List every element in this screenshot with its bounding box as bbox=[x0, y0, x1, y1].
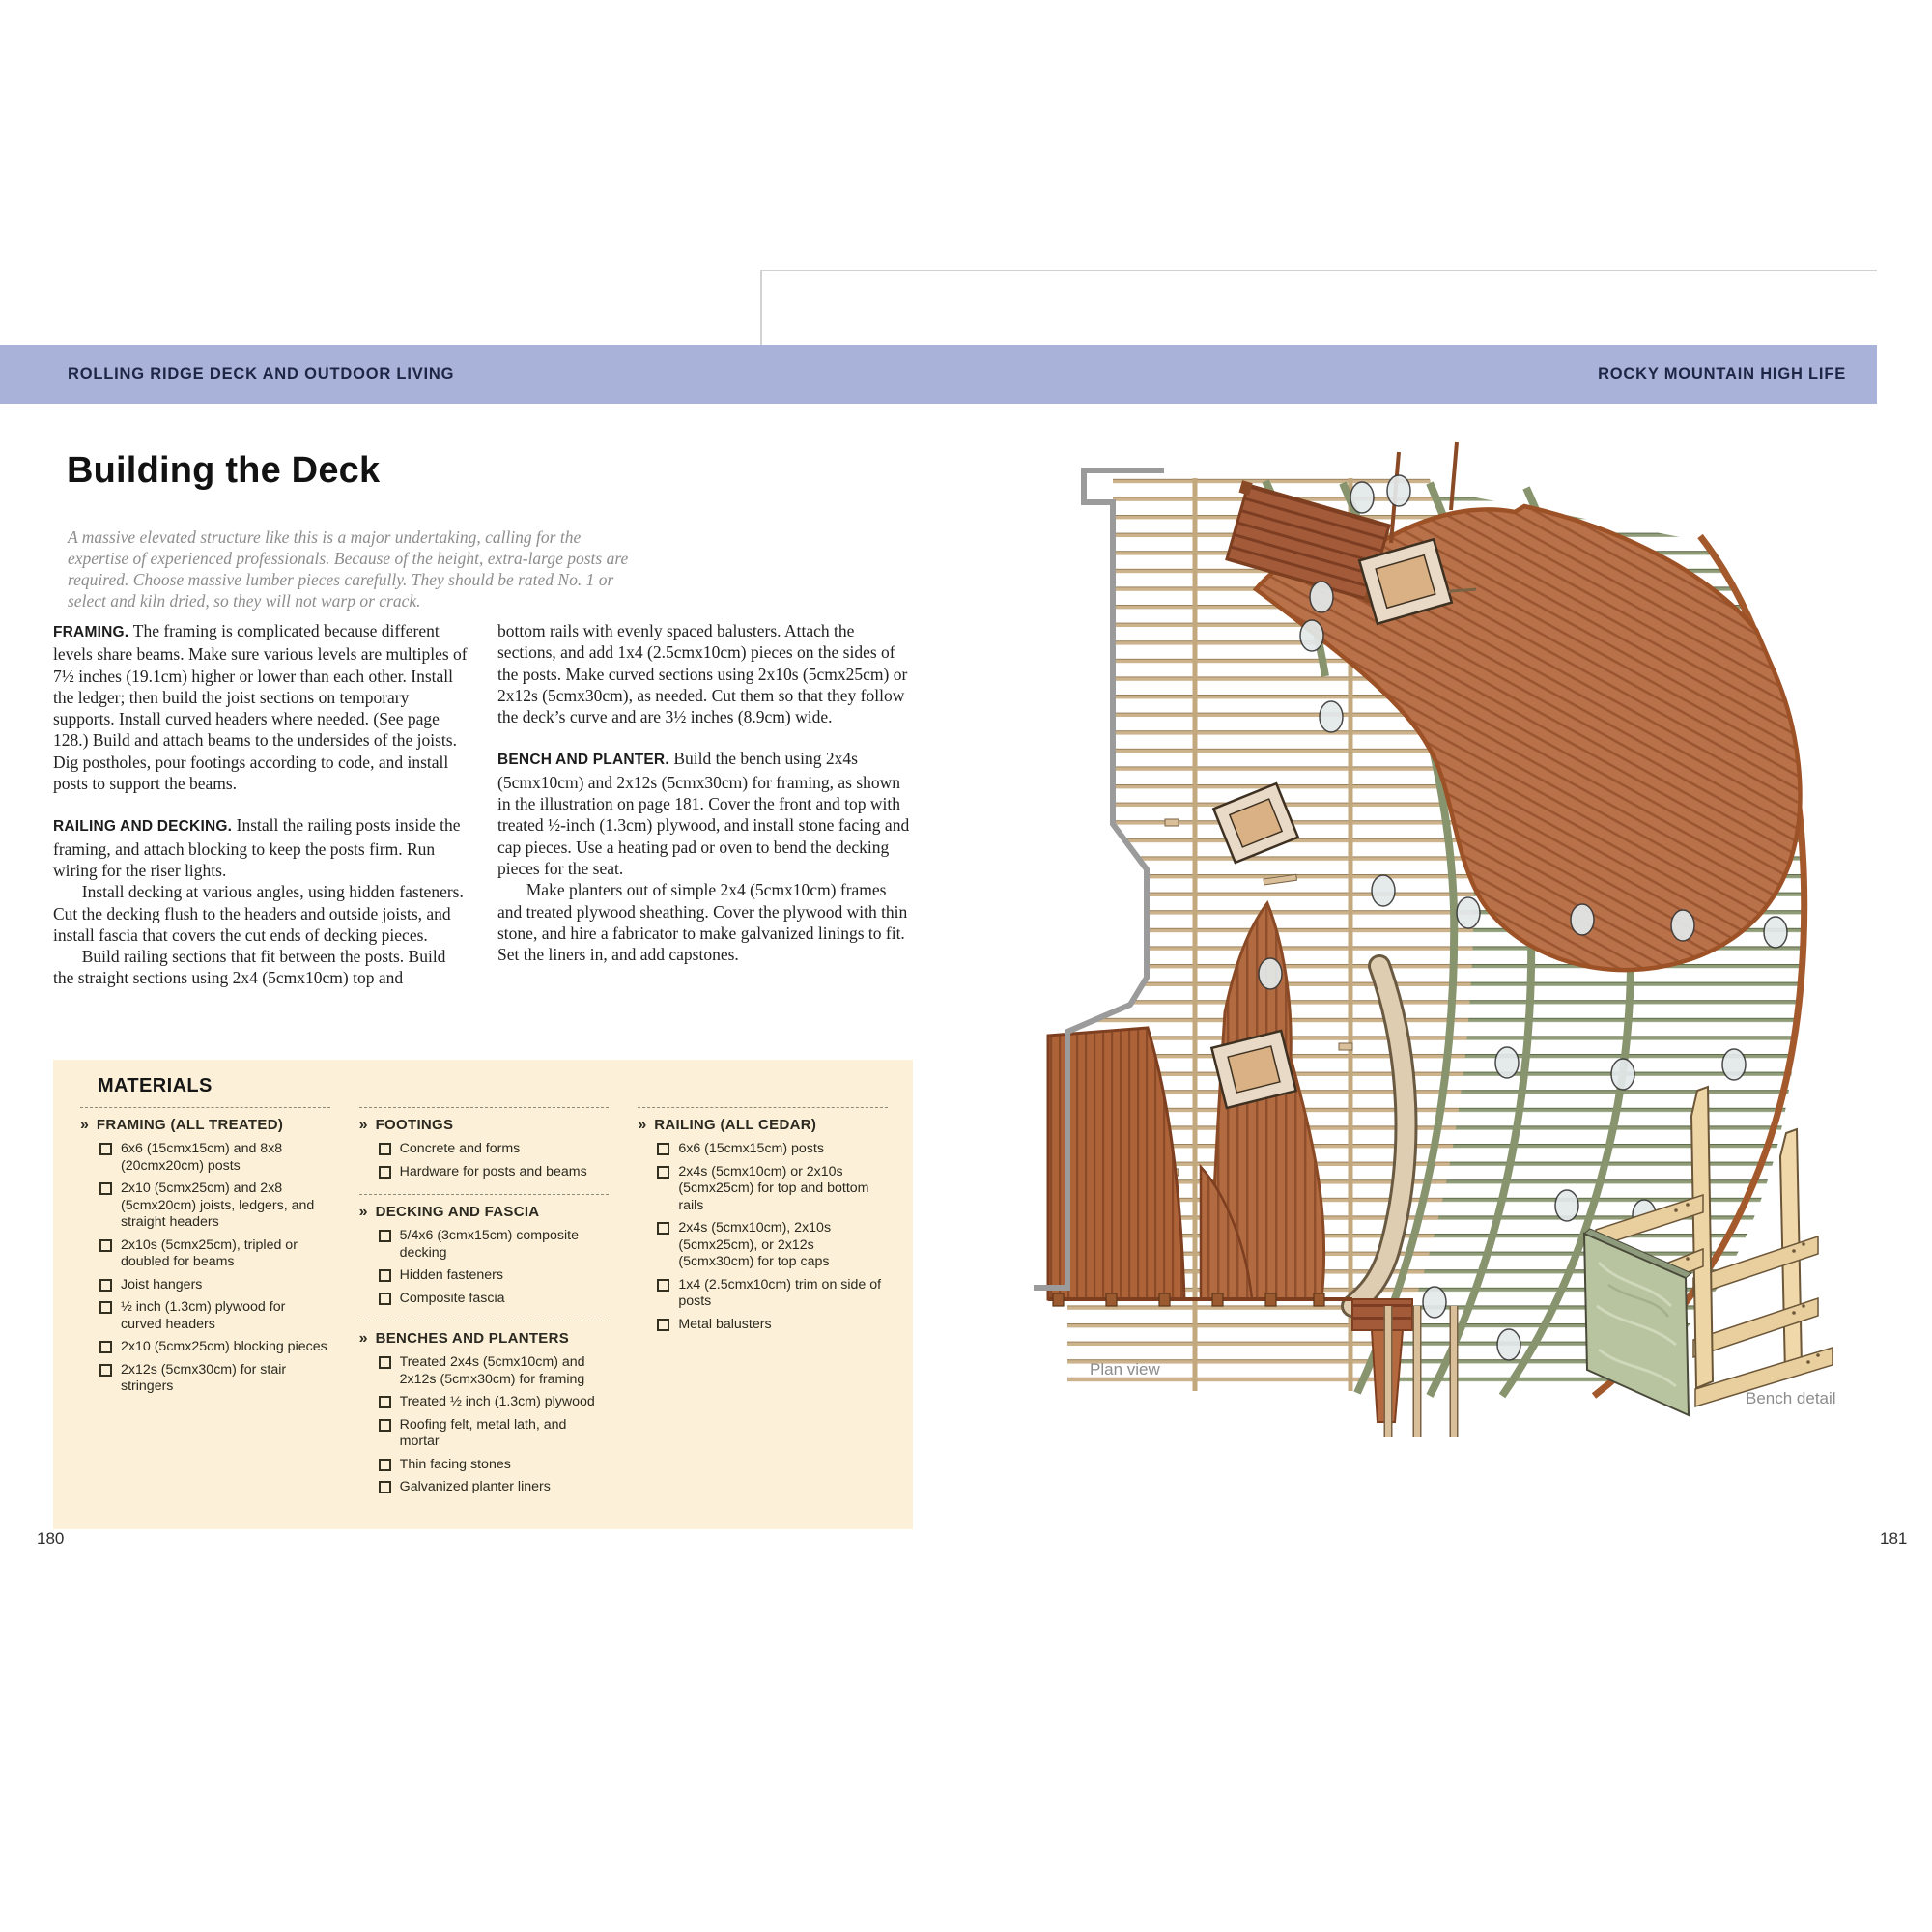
materials-section bbox=[359, 1321, 610, 1496]
body-column-2 bbox=[497, 620, 915, 989]
section-marker-glyph: » bbox=[358, 1117, 368, 1133]
checkbox-icon bbox=[657, 1222, 669, 1235]
materials-item-label: Treated ½ inch (1.3cm) plywood bbox=[399, 1394, 595, 1409]
materials-item-label: 2x12s (5cmx30cm) for stair stringers bbox=[121, 1361, 287, 1394]
materials-item-label: 5/4x6 (3cmx15cm) composite decking bbox=[399, 1228, 579, 1261]
paragraph-lead-in: RAILING AND DECKING. bbox=[53, 818, 237, 836]
checkbox-icon bbox=[99, 1364, 112, 1377]
checkbox-icon bbox=[379, 1396, 391, 1408]
body-paragraph: FRAMING. The framing is complicated because different levels share beams. Make sure various levels are multiples of 7½ inches (19.1cm) higher or lower than each other. Install the ledger; then build the joist sections on temporary supports. Install curved headers where needed. (See page 128.) Build and attach beams to the undersides of the joists. Dig postholes, pour footings according to code, and install posts to support the beams. bbox=[53, 621, 468, 794]
materials-section-heading bbox=[80, 1117, 330, 1134]
checkbox-icon bbox=[657, 1319, 669, 1331]
checkbox-icon bbox=[657, 1166, 669, 1179]
materials-section-heading bbox=[359, 1330, 610, 1348]
checkbox-icon bbox=[379, 1481, 391, 1493]
materials-section bbox=[80, 1107, 330, 1396]
checkbox-icon bbox=[657, 1143, 669, 1155]
materials-item bbox=[657, 1141, 888, 1158]
body-paragraph: Build railing sections that fit between the posts. Build the straight sections using 2x4 (5cmx10cm) top and bbox=[53, 947, 446, 988]
materials-column-3 bbox=[638, 1107, 888, 1510]
body-paragraph: Make planters out of simple 2x4 (5cmx10cm) frames and treated plywood sheathing. Cover the plywood with thin stone, and hire a fabricator to make galvanized linings to fit. Set the liners in, and add capstones. bbox=[497, 880, 908, 965]
materials-item-label: Hidden fasteners bbox=[399, 1267, 503, 1283]
body-paragraph: RAILING AND DECKING. Install the railing posts inside the framing, and attach blocking to keep the posts firm. Run wiring for the riser lights. bbox=[53, 815, 461, 880]
materials-section-title: DECKING AND FASCIA bbox=[375, 1204, 540, 1220]
body-text bbox=[53, 620, 915, 989]
materials-item bbox=[379, 1228, 610, 1262]
materials-item bbox=[657, 1277, 888, 1311]
materials-section bbox=[638, 1107, 888, 1333]
checkbox-icon bbox=[99, 1279, 112, 1292]
materials-item-label: 2x4s (5cmx10cm), 2x10s (5cmx25cm), or 2x12s (5cmx30cm) for top caps bbox=[678, 1220, 832, 1269]
page-number-left: 180 bbox=[37, 1529, 65, 1548]
materials-item bbox=[99, 1299, 330, 1333]
checkbox-icon bbox=[379, 1459, 391, 1471]
materials-item-label: 6x6 (15cmx15cm) posts bbox=[678, 1141, 824, 1156]
page-title: Building the Deck bbox=[67, 450, 381, 491]
section-marker-glyph: » bbox=[638, 1117, 647, 1133]
page-number-right: 181 bbox=[1880, 1529, 1908, 1548]
running-header-band bbox=[0, 345, 1877, 404]
checkbox-icon bbox=[99, 1301, 112, 1314]
materials-item bbox=[99, 1362, 330, 1396]
materials-item-label: Galvanized planter liners bbox=[399, 1479, 551, 1494]
bench-detail-label: Bench detail bbox=[1746, 1389, 1836, 1407]
materials-item-label: 2x4s (5cmx10cm) or 2x10s (5cmx25cm) for top and bottom rails bbox=[678, 1163, 869, 1213]
materials-section-heading bbox=[359, 1204, 610, 1221]
plan-view-illustration bbox=[1024, 425, 1874, 1459]
materials-item bbox=[657, 1317, 888, 1334]
materials-item-label: Roofing felt, metal lath, and mortar bbox=[399, 1416, 567, 1449]
running-header-right: ROCKY MOUNTAIN HIGH LIFE bbox=[1598, 365, 1846, 383]
page-edge-rule bbox=[760, 270, 1877, 271]
body-paragraph: BENCH AND PLANTER. Build the bench using 2x4s (5cmx10cm) and 2x12s (5cmx30cm) for framing, as shown in the illustration on page 181. Cover the front and top with treated ½-inch (1.3cm) plywood, and install stone facing and cap pieces. Use a heating pad or oven to bend the decking pieces for the seat. bbox=[497, 749, 910, 878]
materials-section-title: BENCHES AND PLANTERS bbox=[375, 1330, 570, 1347]
materials-title: MATERIALS bbox=[98, 1075, 213, 1096]
checkbox-icon bbox=[99, 1239, 112, 1252]
materials-section bbox=[359, 1194, 610, 1307]
materials-item-label: 1x4 (2.5cmx10cm) trim on side of posts bbox=[678, 1276, 882, 1309]
materials-item-label: 2x10 (5cmx25cm) and 2x8 (5cmx20cm) joists, ledgers, and straight headers bbox=[121, 1180, 315, 1230]
checkbox-icon bbox=[379, 1356, 391, 1369]
checkbox-icon bbox=[379, 1419, 391, 1432]
materials-item bbox=[379, 1457, 610, 1474]
materials-item-label: Joist hangers bbox=[121, 1276, 203, 1293]
materials-item bbox=[99, 1339, 330, 1356]
materials-box bbox=[53, 1060, 913, 1529]
materials-item-label: Concrete and forms bbox=[399, 1141, 521, 1156]
materials-section-heading bbox=[359, 1117, 610, 1134]
materials-item bbox=[379, 1291, 610, 1308]
body-column-1 bbox=[53, 620, 470, 989]
checkbox-icon bbox=[99, 1341, 112, 1353]
checkbox-icon bbox=[379, 1166, 391, 1179]
materials-section-heading bbox=[638, 1117, 888, 1134]
materials-item bbox=[99, 1237, 330, 1271]
materials-item bbox=[99, 1277, 330, 1294]
materials-item bbox=[99, 1141, 330, 1175]
materials-section-title: FOOTINGS bbox=[375, 1117, 454, 1133]
materials-section-title: RAILING (ALL CEDAR) bbox=[654, 1117, 817, 1133]
paragraph-lead-in: BENCH AND PLANTER. bbox=[497, 752, 674, 769]
materials-item-label: ½ inch (1.3cm) plywood for curved headers bbox=[121, 1299, 286, 1332]
materials-item bbox=[379, 1141, 610, 1158]
checkbox-icon bbox=[99, 1143, 112, 1155]
checkbox-icon bbox=[657, 1279, 669, 1292]
paragraph-lead-in: FRAMING. bbox=[53, 624, 133, 640]
materials-item-label: Metal balusters bbox=[678, 1316, 772, 1332]
materials-column-2 bbox=[359, 1107, 610, 1510]
materials-column-1 bbox=[80, 1107, 330, 1510]
materials-item bbox=[379, 1417, 610, 1451]
materials-item bbox=[379, 1164, 610, 1181]
body-paragraph: bottom rails with evenly spaced balusters. Attach the sections, and add 1x4 (2.5cmx10cm) pieces on the sides of the posts. Make curved sections using 2x10s (5cmx25cm) or 2x12s (5cmx30cm), as needed. Cut them so that they follow the deck’s curve and are 3½ inches (8.9cm) wide. bbox=[497, 621, 908, 727]
materials-item bbox=[99, 1180, 330, 1232]
section-marker-glyph: » bbox=[358, 1204, 368, 1220]
section-marker-glyph: » bbox=[358, 1330, 368, 1347]
materials-item bbox=[379, 1267, 610, 1285]
materials-item-label: Treated 2x4s (5cmx10cm) and 2x12s (5cmx30cm) for framing bbox=[399, 1354, 585, 1387]
materials-columns bbox=[80, 1107, 888, 1510]
materials-item-label: Hardware for posts and beams bbox=[399, 1163, 587, 1179]
materials-item bbox=[379, 1479, 610, 1496]
checkbox-icon bbox=[379, 1230, 391, 1242]
materials-section-title: FRAMING (ALL TREATED) bbox=[96, 1117, 284, 1133]
materials-item bbox=[657, 1220, 888, 1271]
materials-item-label: 6x6 (15cmx15cm) and 8x8 (20cmx20cm) posts bbox=[121, 1141, 283, 1174]
materials-section bbox=[359, 1107, 610, 1180]
materials-item-label: Composite fascia bbox=[399, 1290, 505, 1306]
materials-item-label: Thin facing stones bbox=[399, 1456, 511, 1472]
plan-view-label: Plan view bbox=[1090, 1360, 1160, 1378]
section-marker-glyph: » bbox=[80, 1117, 89, 1133]
running-header-left: ROLLING RIDGE DECK AND OUTDOOR LIVING bbox=[68, 365, 455, 383]
body-paragraph: Install decking at various angles, using hidden fasteners. Cut the decking flush to the headers and outside joists, and install fascia that covers the cut ends of decking pieces. bbox=[53, 882, 464, 945]
materials-item-label: 2x10s (5cmx25cm), tripled or doubled for beams bbox=[121, 1236, 298, 1269]
intro-paragraph: A massive elevated structure like this is a major undertaking, calling for the expertise of experienced professionals. Because of the height, extra-large posts are required. Choose massive lumber pieces carefully. They should be rated No. 1 or select and kiln dried, so they will not warp or crack. bbox=[68, 527, 629, 611]
materials-item-label: 2x10 (5cmx25cm) blocking pieces bbox=[121, 1339, 327, 1354]
checkbox-icon bbox=[99, 1182, 112, 1195]
checkbox-icon bbox=[379, 1293, 391, 1305]
materials-item bbox=[657, 1164, 888, 1215]
materials-item bbox=[379, 1394, 610, 1411]
materials-item bbox=[379, 1354, 610, 1388]
checkbox-icon bbox=[379, 1269, 391, 1282]
page-edge-rule-vertical bbox=[760, 270, 762, 345]
checkbox-icon bbox=[379, 1143, 391, 1155]
